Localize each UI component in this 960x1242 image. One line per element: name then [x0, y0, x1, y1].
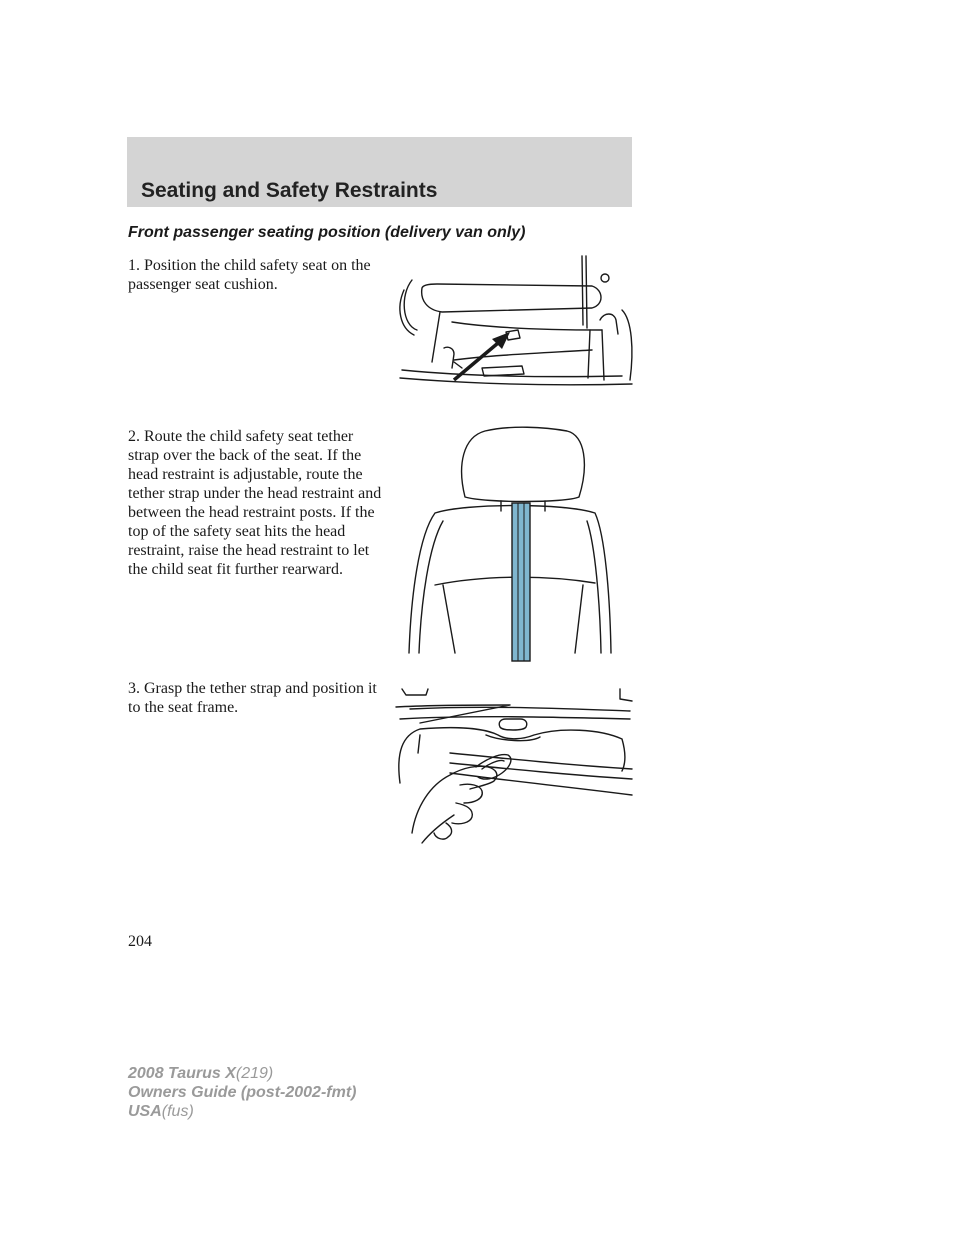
seat-back-tether-illustration	[405, 425, 615, 663]
section-title: Front passenger seating position (delivery van only)	[128, 224, 526, 241]
seat-cushion-illustration	[392, 250, 637, 392]
step-3-text: 3. Grasp the tether strap and position it to the seat frame.	[128, 680, 377, 716]
step-2-text: 2. Route the child safety seat tether strap over the back of the seat. If the head restraint is adjustable, route the tether strap under the head restraint and between the head restraint posts. If the top of the safety seat hits the head restraint, raise the head restraint to let the child seat fit further rearward.	[128, 428, 382, 578]
footer	[128, 1064, 356, 1121]
step-1-text: 1. Position the child safety seat on the passenger seat cushion.	[128, 257, 371, 293]
page-number: 204	[128, 933, 152, 950]
footer-model: 2008 Taurus X	[128, 1065, 236, 1082]
footer-line-2	[128, 1083, 356, 1102]
footer-model-code: (219)	[235, 1065, 274, 1082]
footer-line-3	[128, 1102, 356, 1121]
seat-frame-tether-illustration	[390, 683, 638, 851]
footer-line-1	[128, 1064, 356, 1083]
footer-guide: Owners Guide (post-2002-fmt)	[128, 1084, 357, 1101]
footer-region: USA	[128, 1103, 162, 1120]
header-band	[127, 137, 632, 207]
footer-region-code: (fus)	[161, 1103, 194, 1120]
page-header-title: Seating and Safety Restraints	[141, 179, 438, 202]
